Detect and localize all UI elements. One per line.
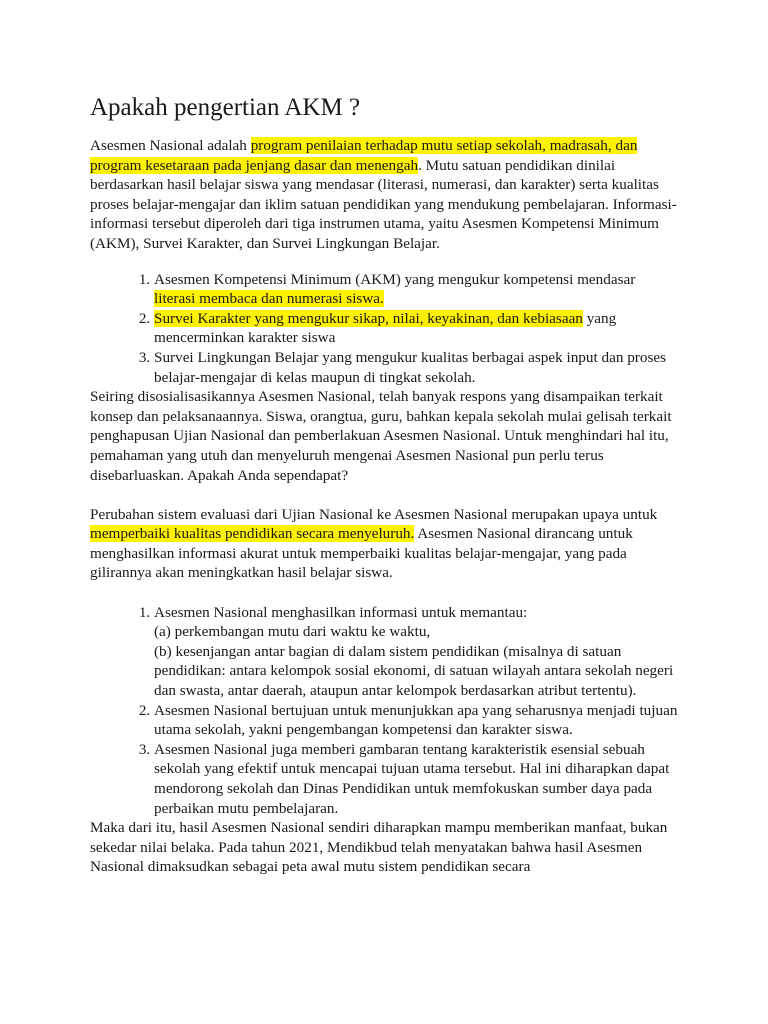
paragraph-intro bbox=[90, 136, 680, 254]
list-item-gambaran: 3. Asesmen Nasional juga memberi gambaran tentang karakteristik esensial sebuah sekolah yang efektif untuk mencapai tujuan utama tersebut. Hal ini diharapkan dapat mendorong sekolah dan Dinas Pendidikan untuk memfokuskan sumber daya pada perbaikan mutu pembelajaran. bbox=[154, 740, 680, 818]
highlighted-memperbaiki: memperbaiki kualitas pendidikan secara menyeluruh. bbox=[90, 525, 415, 543]
paragraph-intro-text-a: Asesmen Nasional adalah bbox=[90, 137, 251, 154]
list-item-memantau-a: (a) perkembangan mutu dari waktu ke waktu, bbox=[154, 623, 431, 641]
list-item-survei-karakter bbox=[154, 309, 680, 348]
list-item-akm bbox=[154, 270, 680, 309]
paragraph-perubahan-text-a: Perubahan sistem evaluasi dari Ujian Nasional ke Asesmen Nasional merupakan upaya untuk bbox=[90, 505, 658, 523]
instrument-list bbox=[90, 270, 680, 388]
list-item-survei-lingkungan: 3. Survei Lingkungan Belajar yang mengukur kualitas berbagai aspek input dan proses belajar-mengajar di kelas maupun di tingkat sekolah. bbox=[154, 348, 680, 387]
purpose-list bbox=[90, 603, 680, 819]
highlighted-definition: program penilaian terhadap mutu setiap sekolah, madrasah, dan program kesetaraan pada jenjang dasar dan menengah bbox=[90, 137, 638, 174]
highlighted-literasi: literasi membaca dan numerasi siswa. bbox=[154, 290, 384, 308]
paragraph-manfaat: Maka dari itu, hasil Asesmen Nasional sendiri diharapkan mampu memberikan manfaat, bukan sekedar nilai belaka. Pada tahun 2021, Mendikbud telah menyatakan bahwa hasil Asesmen Nasional dimaksudkan sebagai peta awal mutu sistem pendidikan secara bbox=[90, 819, 668, 876]
list-item-memantau bbox=[154, 603, 680, 701]
highlighted-survei-karakter: Survei Karakter yang mengukur sikap, nilai, keyakinan, dan kebiasaan bbox=[154, 309, 583, 327]
list-item-memantau-b: (b) kesenjangan antar bagian di dalam sistem pendidikan (misalnya di satuan pendidikan: antara kelompok sosial ekonomi, di satuan wilayah antara sekolah negeri dan swasta, antar daerah, ataupun antar kelompok berdasarkan atribut tertentu). bbox=[154, 642, 674, 700]
list-item-survei-karakter-text: yang mencerminkan karakter siswa bbox=[154, 309, 617, 347]
document-title: Apakah pengertian AKM ? bbox=[90, 94, 361, 121]
list-item-tujuan: 2. Asesmen Nasional bertujuan untuk menunjukkan apa yang seharusnya menjadi tujuan utama sekolah, yakni pengembangan kompetensi dan karakter siswa. bbox=[154, 701, 680, 740]
paragraph-perubahan-text-c: Asesmen Nasional dirancang untuk menghasilkan informasi akurat untuk memperbaiki kualitas belajar-mengajar, yang pada gilirannya akan meningkatkan hasil belajar siswa. bbox=[90, 525, 633, 582]
paragraph-perubahan bbox=[90, 505, 680, 583]
list-item-akm-text: Asesmen Kompetensi Minimum (AKM) yang mengukur kompetensi mendasar bbox=[154, 270, 636, 288]
document-body bbox=[90, 92, 680, 877]
paragraph-intro-text-c: . Mutu satuan pendidikan dinilai berdasarkan hasil belajar siswa yang mendasar (literasi, numerasi, dan karakter) serta kualitas proses belajar-mengajar dan iklim satuan pendidikan yang mendukung pembelajaran. Informasi-informasi tersebut diperoleh dari tiga instrumen utama, yaitu Asesmen Kompetensi Minimum (AKM), Survei Karakter, dan Survei Lingkungan Belajar. bbox=[90, 156, 677, 252]
list-item-memantau-intro: 1. Asesmen Nasional menghasilkan informasi untuk memantau: bbox=[154, 603, 528, 621]
paragraph-sosialisasi: Seiring disosialisasikannya Asesmen Nasional, telah banyak respons yang disampaikan terkait konsep dan pelaksanaannya. Siswa, orangtua, guru, bahkan kepala sekolah mulai gelisah terkait penghapusan Ujian Nasional dan pemberlakuan Asesmen Nasional. Untuk menghindari hal itu, pemahaman yang utuh dan menyeluruh mengenai Asesmen Nasional pun perlu terus disebarluaskan. Apakah Anda sependapat? bbox=[90, 388, 672, 484]
